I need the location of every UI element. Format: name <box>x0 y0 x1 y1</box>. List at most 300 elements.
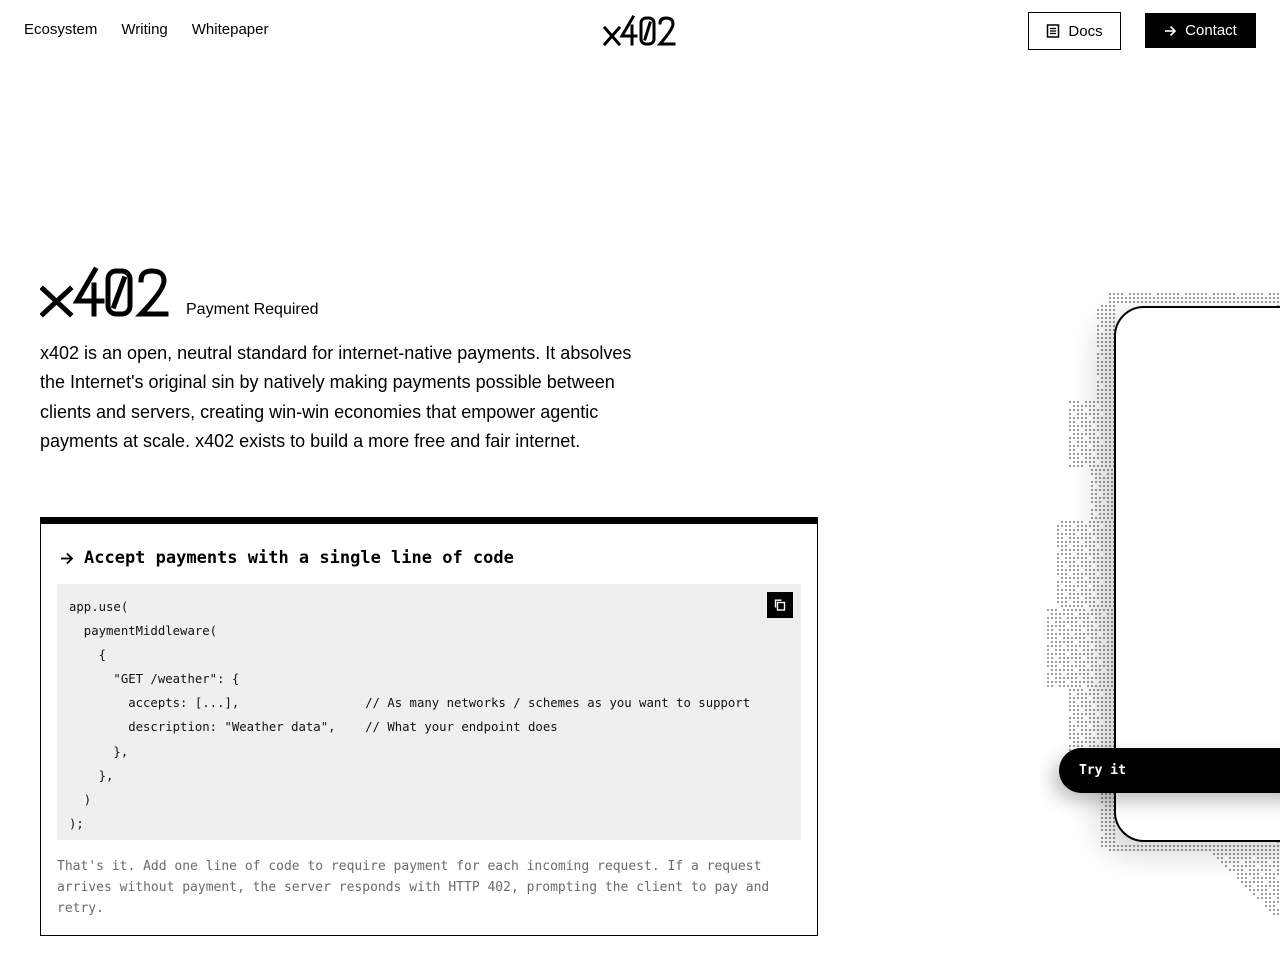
decorative-dot <box>1105 837 1107 839</box>
decorative-dot <box>1093 465 1095 467</box>
decorative-dot <box>1265 865 1267 867</box>
decorative-dot <box>1249 873 1251 875</box>
decorative-dot <box>1109 453 1111 455</box>
decorative-dot <box>1075 653 1077 655</box>
decorative-dot <box>1177 845 1179 847</box>
decorative-dot <box>1169 301 1171 303</box>
decorative-dot <box>1101 445 1103 447</box>
decorative-dot <box>1097 533 1099 535</box>
decorative-dot <box>1091 665 1093 667</box>
decorative-dot <box>1105 345 1107 347</box>
decorative-dot <box>1253 889 1255 891</box>
decorative-dot <box>1277 297 1279 299</box>
decorative-dot <box>1057 541 1059 543</box>
decorative-dot <box>1093 729 1095 731</box>
decorative-dot <box>1071 645 1073 647</box>
decorative-dot <box>1153 297 1155 299</box>
decorative-dot <box>1109 809 1111 811</box>
decorative-dot <box>1237 861 1239 863</box>
decorative-dot <box>1097 369 1099 371</box>
decorative-dot <box>1273 905 1275 907</box>
decorative-dot <box>1221 845 1223 847</box>
decorative-dot <box>1099 673 1101 675</box>
decorative-dot <box>1089 689 1091 691</box>
decorative-dot <box>1253 845 1255 847</box>
decorative-dot <box>1229 845 1231 847</box>
decorative-dot <box>1253 849 1255 851</box>
decorative-dot <box>1129 849 1131 851</box>
decorative-dot <box>1109 465 1111 467</box>
decorative-dot <box>1073 437 1075 439</box>
decorative-dot <box>1073 409 1075 411</box>
decorative-dot <box>1073 729 1075 731</box>
decorative-dot <box>1277 861 1279 863</box>
decorative-dot <box>1185 293 1187 295</box>
decorative-dot <box>1101 725 1103 727</box>
decorative-dot <box>1189 845 1191 847</box>
decorative-dot <box>1229 849 1231 851</box>
decorative-dot <box>1109 573 1111 575</box>
decorative-dot <box>1233 853 1235 855</box>
decorative-dot <box>1149 845 1151 847</box>
decorative-dot <box>1095 617 1097 619</box>
decorative-dot <box>1111 481 1113 483</box>
decorative-dot <box>1065 533 1067 535</box>
docs-button[interactable] <box>1028 12 1121 50</box>
decorative-dot <box>1261 849 1263 851</box>
decorative-dot <box>1149 849 1151 851</box>
decorative-dot <box>1091 629 1093 631</box>
decorative-dot <box>1059 673 1061 675</box>
decorative-dot <box>1063 677 1065 679</box>
decorative-dot <box>1089 569 1091 571</box>
decorative-dot <box>1111 513 1113 515</box>
decorative-dot <box>1081 733 1083 735</box>
decorative-dot <box>1047 637 1049 639</box>
decorative-dot <box>1097 721 1099 723</box>
decorative-dot <box>1093 541 1095 543</box>
decorative-dot <box>1129 297 1131 299</box>
decorative-dot <box>1265 901 1267 903</box>
decorative-dot <box>1103 489 1105 491</box>
decorative-dot <box>1229 293 1231 295</box>
decorative-dot <box>1079 629 1081 631</box>
decorative-dot <box>1109 705 1111 707</box>
decorative-dot <box>1073 401 1075 403</box>
decorative-dot <box>1101 589 1103 591</box>
decorative-dot <box>1069 693 1071 695</box>
decorative-dot <box>1089 593 1091 595</box>
decorative-dot <box>1101 533 1103 535</box>
decorative-dot <box>1093 589 1095 591</box>
decorative-dot <box>1099 485 1101 487</box>
decorative-dot <box>1065 573 1067 575</box>
decorative-dot <box>1105 525 1107 527</box>
decorative-dot <box>1241 857 1243 859</box>
decorative-dot <box>1249 845 1251 847</box>
decorative-dot <box>1079 609 1081 611</box>
decorative-dot <box>1097 393 1099 395</box>
decorative-dot <box>1065 589 1067 591</box>
decorative-dot <box>1091 489 1093 491</box>
decorative-dot <box>1245 845 1247 847</box>
decorative-dot <box>1241 873 1243 875</box>
decorative-dot <box>1075 633 1077 635</box>
decorative-dot <box>1103 625 1105 627</box>
decorative-dot <box>1073 545 1075 547</box>
decorative-dot <box>1101 333 1103 335</box>
contact-button[interactable] <box>1145 13 1256 48</box>
decorative-dot <box>1221 849 1223 851</box>
decorative-dot <box>1105 417 1107 419</box>
copy-button[interactable] <box>767 592 793 618</box>
decorative-dot <box>1081 545 1083 547</box>
decorative-dot <box>1097 365 1099 367</box>
decorative-dot <box>1109 717 1111 719</box>
decorative-dot <box>1269 297 1271 299</box>
decorative-dot <box>1273 893 1275 895</box>
decorative-dot <box>1085 441 1087 443</box>
decorative-dot <box>1213 301 1215 303</box>
decorative-dot <box>1099 501 1101 503</box>
decorative-dot <box>1089 421 1091 423</box>
decorative-dot <box>1071 629 1073 631</box>
decorative-dot <box>1257 849 1259 851</box>
decorative-dot <box>1089 745 1091 747</box>
decorative-dot <box>1109 365 1111 367</box>
decorative-dot <box>1105 597 1107 599</box>
decorative-dot <box>1063 661 1065 663</box>
decorative-dot <box>1109 293 1111 295</box>
decorative-dot <box>1101 309 1103 311</box>
decorative-dot <box>1051 617 1053 619</box>
decorative-dot <box>1069 709 1071 711</box>
decorative-dot <box>1099 497 1101 499</box>
decorative-dot <box>1073 465 1075 467</box>
decorative-dot <box>1069 721 1071 723</box>
decorative-dot <box>1245 873 1247 875</box>
decorative-dot <box>1105 521 1107 523</box>
decorative-dot <box>1121 293 1123 295</box>
decorative-dot <box>1105 581 1107 583</box>
nav-link-ecosystem[interactable]: Ecosystem <box>24 21 98 38</box>
decorative-dot <box>1089 521 1091 523</box>
decorative-dot <box>1109 361 1111 363</box>
decorative-dot <box>1113 301 1115 303</box>
device-preview <box>1040 290 1280 920</box>
decorative-dot <box>1063 665 1065 667</box>
decorative-dot <box>1051 685 1053 687</box>
decorative-dot <box>1101 305 1103 307</box>
decorative-dot <box>1101 713 1103 715</box>
decorative-dot <box>1069 553 1071 555</box>
decorative-dot <box>1101 349 1103 351</box>
decorative-dot <box>1105 741 1107 743</box>
code-snippet[interactable]: app.use( paymentMiddleware( { "GET /weather": { accepts: [...], // As many networks / schemes as you want to support description: "Weather data", // What your endpoint does }, }, ) ); <box>69 600 751 831</box>
decorative-dot <box>1197 845 1199 847</box>
decorative-dot <box>1113 841 1115 843</box>
decorative-dot <box>1099 677 1101 679</box>
decorative-dot <box>1157 845 1159 847</box>
decorative-dot <box>1111 637 1113 639</box>
decorative-dot <box>1101 569 1103 571</box>
decorative-dot <box>1145 297 1147 299</box>
decorative-dot <box>1051 633 1053 635</box>
decorative-dot <box>1103 665 1105 667</box>
decorative-dot <box>1101 541 1103 543</box>
decorative-dot <box>1261 301 1263 303</box>
decorative-dot <box>1059 649 1061 651</box>
decorative-dot <box>1229 301 1231 303</box>
decorative-dot <box>1077 573 1079 575</box>
decorative-dot <box>1097 453 1099 455</box>
decorative-dot <box>1067 645 1069 647</box>
decorative-dot <box>1233 865 1235 867</box>
decorative-dot <box>1059 613 1061 615</box>
decorative-dot <box>1225 293 1227 295</box>
decorative-dot <box>1105 465 1107 467</box>
decorative-dot <box>1225 849 1227 851</box>
decorative-dot <box>1071 665 1073 667</box>
decorative-dot <box>1097 577 1099 579</box>
decorative-dot <box>1097 425 1099 427</box>
decorative-dot <box>1075 681 1077 683</box>
decorative-dot <box>1061 549 1063 551</box>
decorative-dot <box>1085 721 1087 723</box>
decorative-dot <box>1097 409 1099 411</box>
decorative-dot <box>1051 669 1053 671</box>
decorative-dot <box>1105 377 1107 379</box>
decorative-dot <box>1077 461 1079 463</box>
decorative-dot <box>1111 485 1113 487</box>
decorative-dot <box>1241 301 1243 303</box>
decorative-dot <box>1073 433 1075 435</box>
decorative-dot <box>1067 641 1069 643</box>
decorative-dot <box>1073 597 1075 599</box>
decorative-dot <box>1107 469 1109 471</box>
decorative-dot <box>1111 617 1113 619</box>
decorative-dot <box>1073 449 1075 451</box>
decorative-dot <box>1087 645 1089 647</box>
decorative-dot <box>1095 645 1097 647</box>
decorative-dot <box>1117 293 1119 295</box>
decorative-dot <box>1169 293 1171 295</box>
decorative-dot <box>1249 301 1251 303</box>
decorative-dot <box>1085 725 1087 727</box>
decorative-dot <box>1083 617 1085 619</box>
decorative-dot <box>1079 637 1081 639</box>
decorative-dot <box>1091 657 1093 659</box>
decorative-dot <box>1109 565 1111 567</box>
decorative-dot <box>1077 741 1079 743</box>
docs-button-label: Docs <box>1068 22 1103 40</box>
decorative-dot <box>1097 521 1099 523</box>
decorative-dot <box>1241 853 1243 855</box>
decorative-dot <box>1109 321 1111 323</box>
decorative-dot <box>1109 825 1111 827</box>
nav-link-whitepaper[interactable]: Whitepaper <box>191 21 269 38</box>
decorative-dot <box>1109 745 1111 747</box>
decorative-dot <box>1111 609 1113 611</box>
decorative-dot <box>1109 433 1111 435</box>
decorative-dot <box>1071 653 1073 655</box>
decorative-dot <box>1103 645 1105 647</box>
decorative-dot <box>1105 805 1107 807</box>
decorative-dot <box>1055 649 1057 651</box>
decorative-dot <box>1093 529 1095 531</box>
decorative-dot <box>1073 573 1075 575</box>
decorative-dot <box>1101 377 1103 379</box>
decorative-dot <box>1173 845 1175 847</box>
decorative-dot <box>1089 541 1091 543</box>
decorative-dot <box>1097 569 1099 571</box>
decorative-dot <box>1093 549 1095 551</box>
decorative-dot <box>1061 565 1063 567</box>
decorative-dot <box>1111 661 1113 663</box>
decorative-dot <box>1097 705 1099 707</box>
decorative-dot <box>1095 621 1097 623</box>
decorative-dot <box>1089 709 1091 711</box>
decorative-dot <box>1079 645 1081 647</box>
decorative-dot <box>1109 585 1111 587</box>
decorative-dot <box>1197 301 1199 303</box>
decorative-dot <box>1099 617 1101 619</box>
decorative-dot <box>1069 705 1071 707</box>
decorative-dot <box>1091 661 1093 663</box>
decorative-dot <box>1113 305 1115 307</box>
decorative-dot <box>1077 521 1079 523</box>
decorative-dot <box>1101 353 1103 355</box>
decorative-dot <box>1095 685 1097 687</box>
decorative-dot <box>1225 853 1227 855</box>
decorative-dot <box>1055 653 1057 655</box>
decorative-dot <box>1073 557 1075 559</box>
decorative-dot <box>1061 545 1063 547</box>
decorative-dot <box>1077 549 1079 551</box>
decorative-dot <box>1081 461 1083 463</box>
decorative-dot <box>1055 625 1057 627</box>
decorative-dot <box>1109 793 1111 795</box>
decorative-dot <box>1081 445 1083 447</box>
decorative-dot <box>1089 401 1091 403</box>
nav-link-writing[interactable]: Writing <box>121 21 168 38</box>
decorative-dot <box>1111 501 1113 503</box>
decorative-dot <box>1069 577 1071 579</box>
decorative-dot <box>1249 861 1251 863</box>
decorative-dot <box>1107 477 1109 479</box>
decorative-dot <box>1107 613 1109 615</box>
decorative-dot <box>1077 457 1079 459</box>
decorative-dot <box>1047 673 1049 675</box>
decorative-dot <box>1067 617 1069 619</box>
decorative-dot <box>1113 321 1115 323</box>
decorative-dot <box>1245 877 1247 879</box>
decorative-dot <box>1109 737 1111 739</box>
decorative-dot <box>1061 573 1063 575</box>
decorative-dot <box>1257 869 1259 871</box>
decorative-dot <box>1105 713 1107 715</box>
decorative-dot <box>1137 849 1139 851</box>
decorative-dot <box>1105 717 1107 719</box>
decorative-dot <box>1103 609 1105 611</box>
code-card-title-text: Accept payments with a single line of code <box>84 548 514 568</box>
decorative-dot <box>1111 677 1113 679</box>
decorative-dot <box>1099 473 1101 475</box>
decorative-dot <box>1245 857 1247 859</box>
decorative-dot <box>1111 505 1113 507</box>
decorative-dot <box>1107 489 1109 491</box>
decorative-dot <box>1253 297 1255 299</box>
decorative-dot <box>1109 845 1111 847</box>
decorative-dot <box>1109 829 1111 831</box>
decorative-dot <box>1269 901 1271 903</box>
decorative-dot <box>1093 717 1095 719</box>
decorative-dot <box>1099 669 1101 671</box>
decorative-dot <box>1141 301 1143 303</box>
decorative-dot <box>1073 541 1075 543</box>
decorative-dot <box>1073 565 1075 567</box>
decorative-dot <box>1089 457 1091 459</box>
decorative-dot <box>1077 417 1079 419</box>
try-it-button[interactable] <box>1059 748 1280 793</box>
decorative-dot <box>1105 573 1107 575</box>
decorative-dot <box>1101 373 1103 375</box>
decorative-dot <box>1067 637 1069 639</box>
decorative-dot <box>1077 529 1079 531</box>
decorative-dot <box>1093 405 1095 407</box>
decorative-dot <box>1277 853 1279 855</box>
decorative-dot <box>1093 737 1095 739</box>
decorative-dot <box>1085 705 1087 707</box>
decorative-dot <box>1273 849 1275 851</box>
decorative-dot <box>1091 493 1093 495</box>
decorative-dot <box>1085 565 1087 567</box>
decorative-dot <box>1109 537 1111 539</box>
decorative-dot <box>1083 665 1085 667</box>
decorative-dot <box>1113 849 1115 851</box>
decorative-dot <box>1105 353 1107 355</box>
decorative-dot <box>1109 353 1111 355</box>
decorative-dot <box>1085 697 1087 699</box>
decorative-dot <box>1109 569 1111 571</box>
decorative-dot <box>1277 885 1279 887</box>
decorative-dot <box>1201 297 1203 299</box>
decorative-dot <box>1069 525 1071 527</box>
nav-logo[interactable] <box>603 14 677 48</box>
decorative-dot <box>1257 857 1259 859</box>
decorative-dot <box>1277 873 1279 875</box>
decorative-dot <box>1081 577 1083 579</box>
decorative-dot <box>1193 301 1195 303</box>
decorative-dot <box>1075 677 1077 679</box>
decorative-dot <box>1085 701 1087 703</box>
decorative-dot <box>1079 673 1081 675</box>
decorative-dot <box>1097 337 1099 339</box>
decorative-dot <box>1265 845 1267 847</box>
decorative-dot <box>1105 437 1107 439</box>
decorative-dot <box>1109 561 1111 563</box>
decorative-dot <box>1261 885 1263 887</box>
decorative-dot <box>1077 689 1079 691</box>
decorative-dot <box>1075 661 1077 663</box>
decorative-dot <box>1085 693 1087 695</box>
decorative-dot <box>1101 809 1103 811</box>
decorative-dot <box>1061 593 1063 595</box>
decorative-dot <box>1105 389 1107 391</box>
decorative-dot <box>1105 381 1107 383</box>
decorative-dot <box>1061 589 1063 591</box>
decorative-dot <box>1103 497 1105 499</box>
